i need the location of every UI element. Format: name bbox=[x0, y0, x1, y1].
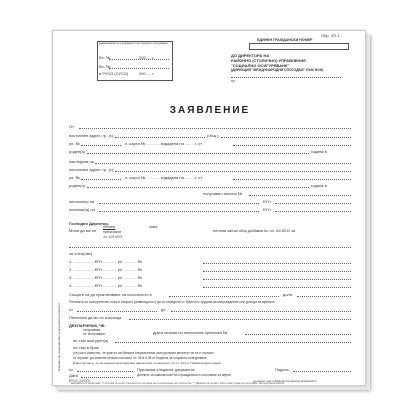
application-form-sheet bbox=[52, 30, 366, 386]
heir-label: наследник на bbox=[69, 159, 94, 164]
rpso-label: в РУСО (СУСО) bbox=[99, 71, 129, 76]
born-field[interactable] bbox=[87, 153, 309, 154]
year-suffix: 200 .... г. bbox=[139, 55, 155, 60]
address-label: постоянен адрес: гр. (с) bbox=[69, 133, 114, 138]
request-lead: Моля да ми се bbox=[69, 228, 97, 233]
rpso-bottom: РУСО (СУСО) bbox=[69, 379, 90, 383]
pension-basis: пенсия за/на/ общ добавка по чл. 84 КСО за bbox=[213, 228, 296, 233]
other-pension: друга пенсия по пенсионна преписка № bbox=[153, 330, 228, 335]
civil-number-label: ЕДИНЕН ГРАЖДАНСКИ НОМЕР bbox=[257, 38, 313, 42]
pension-paid-text: Пенсията за осигурителен стаж и възраст (инвалидност) да се определи от брутното трудово възнаграждение или дохода за времето bbox=[69, 300, 275, 304]
side-publisher-text: Издание на Националния осигурителен институт bbox=[57, 302, 61, 371]
reg-no-label: Вх. № bbox=[99, 55, 111, 60]
paid-to-text: Пенсията да ми се изплаща bbox=[69, 315, 122, 320]
street-label: ул. № bbox=[69, 141, 80, 146]
stamp-caption: (наименование на учреждението на социалното осигуряване) bbox=[99, 42, 168, 45]
declare-heading: ДЕКЛАРИРАМ, ЧЕ: bbox=[69, 323, 106, 328]
year-suffix-2: 200 .... г. bbox=[139, 71, 155, 76]
egn-label-2: ЕГН bbox=[263, 207, 271, 212]
born-tail-2: година в bbox=[311, 183, 327, 188]
from-field[interactable] bbox=[79, 128, 351, 129]
declare-option-2[interactable]: не получавам bbox=[83, 332, 105, 336]
born-label-2: роден(а) bbox=[69, 183, 86, 188]
incoming-label: Вх. № bbox=[99, 64, 111, 69]
family-row-4: 4. .................. ЕГН ............ ул. ........... № bbox=[69, 283, 142, 288]
addressee-line-2: РАЙОННО (СТОЛИЧНО) УПРАВЛЕНИЕ bbox=[231, 58, 306, 63]
no-pension-text: не съм осигурен(а) bbox=[73, 338, 109, 343]
since-text: до/от bbox=[283, 292, 293, 297]
born-tail: година в bbox=[311, 149, 327, 154]
footnote-1: * Ненужното се зачертава. * Попълва се когато пенсията се изплаща на пълномощник или попечител. ** Данните за лицата, които имат право да получават наследствена пенсия. bbox=[69, 382, 285, 385]
died-label: починал(а) на bbox=[69, 207, 95, 212]
form-title: ЗАЯВЛЕНИЕ bbox=[169, 105, 251, 116]
form-code: Обр. УП-1 bbox=[321, 33, 340, 38]
known-pensions: Известно ми е, че за неверни декларирани данни нося отговорност по чл. 313 от Наказателния кодекс bbox=[73, 361, 221, 365]
egn-label: ЕГН bbox=[263, 199, 271, 204]
civil-status-text: Данните за самоличността и гражданското състояние са верни bbox=[137, 373, 231, 377]
signature-label: Подпис: bbox=[275, 367, 290, 372]
addressee-line-3: "СОЦИАЛНО ОСИГУРЯВАНЕ" bbox=[231, 63, 290, 68]
law-ref: чл. 102 КСО bbox=[103, 235, 123, 239]
address-label-2: постоянен адрес: гр. (с) bbox=[69, 167, 114, 172]
addressee-line-4: (ДИРЕКЦИЯ "МЕЖДУНАРОДНИ СПОГОДБИ" КЪМ НОИ) bbox=[231, 68, 324, 72]
id-card-label-2: л. карта № ............ издадена на ........ г. от bbox=[125, 175, 203, 180]
official-sign: (длъжност, име и фамилия на приелия заявлението) bbox=[253, 380, 317, 383]
declare-long-2: се отразят, да започне пенсия съгласно чл. 96 а и 98 от Кодекса за социално осигуряване bbox=[73, 356, 207, 360]
civil-number-field[interactable] bbox=[249, 43, 349, 50]
request-option-2[interactable]: преизчисли bbox=[103, 230, 122, 234]
family-row-1: 1. .................. ЕГН ............ ул. ........... № bbox=[69, 259, 142, 264]
family-row-2: 2. .................. ЕГН ............ ул. ........... № bbox=[69, 267, 142, 272]
street-label-2: ул. № bbox=[69, 175, 80, 180]
signature-field[interactable] bbox=[293, 371, 351, 372]
heir-field[interactable] bbox=[95, 163, 351, 164]
addressee-line-1: ДО ДИРЕКТОРА НА bbox=[231, 53, 270, 58]
date-label: Дата bbox=[69, 373, 78, 378]
date-to: до bbox=[161, 307, 166, 312]
address-tail: (общ.) bbox=[207, 133, 219, 138]
not-married: не съм в брак bbox=[73, 345, 99, 350]
family-row-3: 3. .................. ЕГН ............ ул. ........... № bbox=[69, 275, 142, 280]
family-heading: за член(ове) bbox=[69, 251, 93, 256]
declare-long-1: (не) ми е известно, че фактът на банката Националния осигурителен институт не се е отразил bbox=[73, 351, 214, 355]
attachments-label: Прилагам следните документи: bbox=[137, 367, 196, 372]
addressee-city: гр. bbox=[231, 78, 236, 83]
together-text: Същите са до приключване на посоченото в bbox=[69, 292, 152, 297]
id-card-label: л. карта № ............ издадена на ........ г. от bbox=[125, 141, 203, 146]
date-from: от bbox=[69, 307, 73, 312]
born-label: роден(а) bbox=[69, 149, 86, 154]
pensioner-of-label: пенсионер на bbox=[69, 199, 95, 204]
declare-option-1[interactable]: получавам bbox=[83, 328, 100, 332]
street-field[interactable] bbox=[81, 145, 121, 146]
request-option-1[interactable]: отпусне bbox=[103, 225, 116, 229]
pension-received-label: получавал пенсия № bbox=[203, 191, 243, 196]
address-field[interactable] bbox=[115, 137, 205, 138]
salutation: Господин Директор, bbox=[69, 221, 109, 226]
request-option-3[interactable]: нов/а bbox=[149, 225, 158, 229]
from-label: От bbox=[69, 124, 74, 129]
place-label: гр. bbox=[69, 367, 74, 372]
